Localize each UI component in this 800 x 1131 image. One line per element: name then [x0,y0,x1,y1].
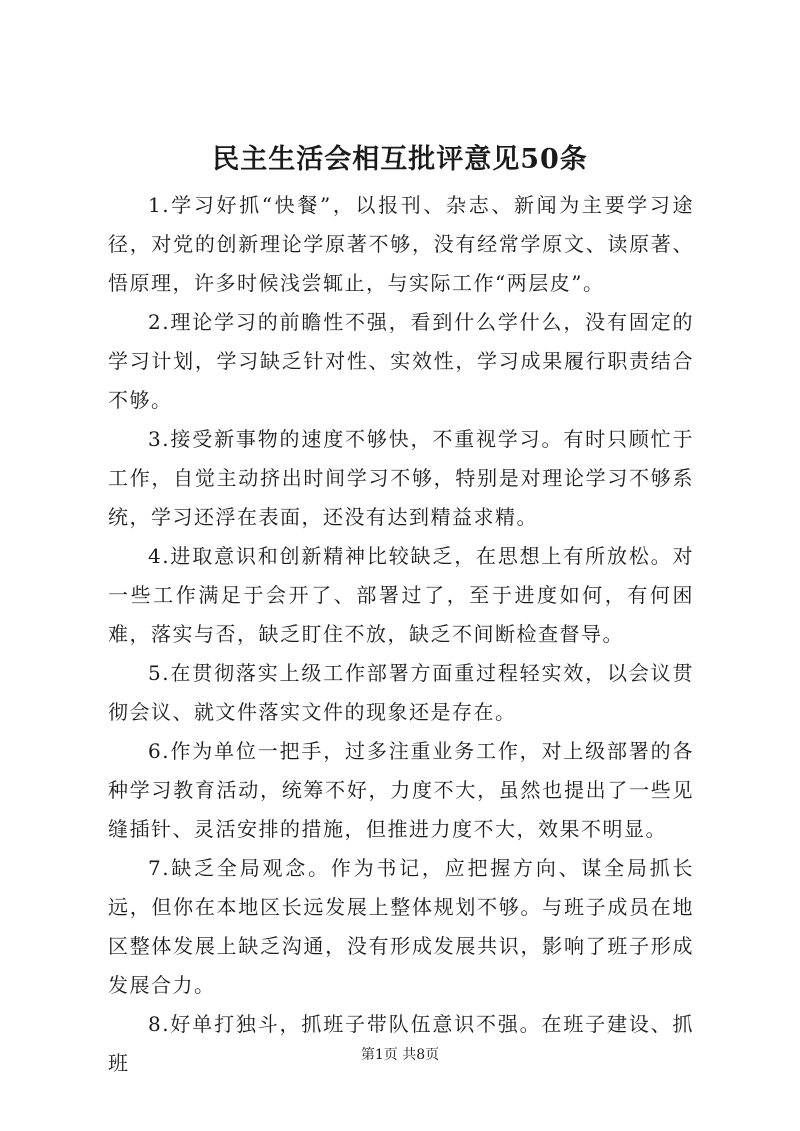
paragraph-6: 6.作为单位一把手，过多注重业务工作，对上级部署的各种学习教育活动，统筹不好，力度不大，虽然也提出了一些见缝插针、灵活安排的措施，但推进力度不大，效果不明显。 [108,739,694,841]
paragraph-7: 7.缺乏全局观念。作为书记，应把握方向、谋全局抓长远，但你在本地区长远发展上整体规划不够。与班子成员在地区整体发展上缺乏沟通，没有形成发展共识，影响了班子形成发展合力。 [108,856,694,997]
paragraph-2: 2.理论学习的前瞻性不强，看到什么学什么，没有固定的学习计划，学习缺乏针对性、实效性，学习成果履行职责结合不够。 [108,310,694,412]
document-body [108,186,694,1083]
paragraph-4: 4.进取意识和创新精神比较缺乏，在思想上有所放松。对一些工作满足于会开了、部署过了，至于进度如何，有何困难，落实与否，缺乏盯住不放，缺乏不间断检查督导。 [108,544,694,646]
paragraph-1: 1.学习好抓“快餐”，以报刊、杂志、新闻为主要学习途径，对党的创新理论学原著不够，没有经常学原文、读原著、悟原理，许多时候浅尝辄止，与实际工作“两层皮”。 [108,193,694,295]
document-title: 民主生活会相互批评意见50条 [212,144,588,175]
paragraph-8: 8.好单打独斗，抓班子带队伍意识不强。在班子建设、抓班 [108,1012,694,1075]
paragraph-3: 3.接受新事物的速度不够快，不重视学习。有时只顾忙于工作，自觉主动挤出时间学习不够，特别是对理论学习不够系统，学习还浮在表面，还没有达到精益求精。 [108,427,694,529]
paragraph-5: 5.在贯彻落实上级工作部署方面重过程轻实效，以会议贯彻会议、就文件落实文件的现象还是存在。 [108,661,694,724]
page-number-footer: 第1页 共8页 [360,1047,440,1063]
